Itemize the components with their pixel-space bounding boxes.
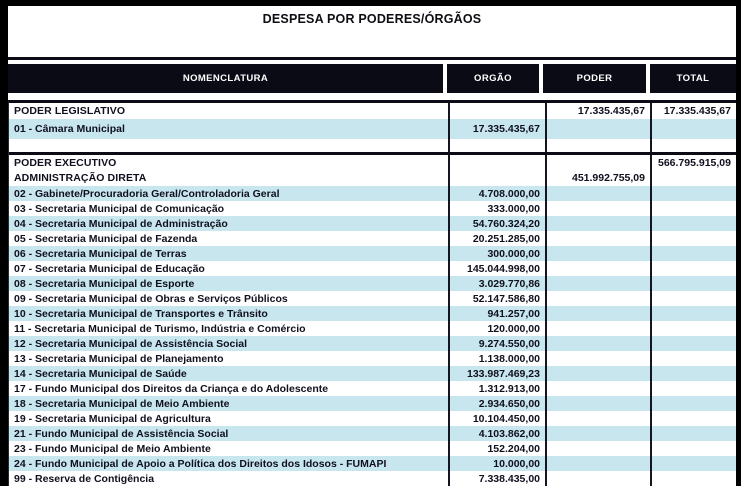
table-row	[9, 246, 736, 261]
cell-total	[652, 186, 736, 201]
cell-nomenclatura: 07 - Secretaria Municipal de Educação	[9, 261, 448, 276]
cell-total	[652, 306, 736, 321]
table-row	[9, 276, 736, 291]
table-row	[9, 351, 736, 366]
section-row	[9, 103, 736, 119]
cell-poder	[547, 366, 650, 381]
cell-poder	[547, 186, 650, 201]
cell-total	[652, 366, 736, 381]
cell-nomenclatura: 06 - Secretaria Municipal de Terras	[9, 246, 448, 261]
cell-poder	[547, 155, 650, 170]
cell-orgao: 17.335.435,67	[450, 119, 545, 139]
cell-nomenclatura: 10 - Secretaria Municipal de Transportes e Trânsito	[9, 306, 448, 321]
table-row	[9, 396, 736, 411]
cell-poder	[547, 216, 650, 231]
cell-nomenclatura: 11 - Secretaria Municipal de Turismo, Indústria e Comércio	[9, 321, 448, 336]
section-row	[9, 155, 736, 170]
table-row	[9, 261, 736, 276]
cell-orgao: 3.029.770,86	[450, 276, 545, 291]
cell-nomenclatura	[9, 139, 448, 152]
cell-poder	[547, 139, 650, 152]
cell-poder	[547, 441, 650, 456]
cell-poder	[547, 336, 650, 351]
cell-total	[652, 246, 736, 261]
cell-total: 566.795.915,09	[652, 155, 736, 170]
cell-total	[652, 426, 736, 441]
cell-orgao: 4.708.000,00	[450, 186, 545, 201]
cell-total	[652, 396, 736, 411]
cell-orgao: 1.312.913,00	[450, 381, 545, 396]
cell-poder	[547, 231, 650, 246]
cell-total	[652, 139, 736, 152]
cell-poder	[547, 456, 650, 471]
cell-nomenclatura: 04 - Secretaria Municipal de Administração	[9, 216, 448, 231]
cell-nomenclatura: 21 - Fundo Municipal de Assistência Social	[9, 426, 448, 441]
cell-poder	[547, 291, 650, 306]
cell-poder	[547, 471, 650, 486]
cell-orgao: 54.760.324,20	[450, 216, 545, 231]
cell-nomenclatura: 99 - Reserva de Contigência	[9, 471, 448, 486]
cell-orgao	[450, 139, 545, 152]
table-row	[9, 186, 736, 201]
cell-orgao: 133.987.469,23	[450, 366, 545, 381]
column-header-orgao: ORGÃO	[447, 64, 539, 93]
cell-total	[652, 351, 736, 366]
cell-nomenclatura: 13 - Secretaria Municipal de Planejamento	[9, 351, 448, 366]
cell-nomenclatura: 18 - Secretaria Municipal de Meio Ambiente	[9, 396, 448, 411]
table-row	[9, 426, 736, 441]
cell-total	[652, 471, 736, 486]
cell-nomenclatura: 24 - Fundo Municipal de Apoio a Política dos Direitos dos Idosos - FUMAPI	[9, 456, 448, 471]
table-row	[9, 381, 736, 396]
cell-orgao: 941.257,00	[450, 306, 545, 321]
cell-poder	[547, 119, 650, 139]
table-sheet	[8, 6, 736, 486]
cell-orgao: 120.000,00	[450, 321, 545, 336]
table-row	[9, 306, 736, 321]
table-row	[9, 366, 736, 381]
cell-orgao: 2.934.650,00	[450, 396, 545, 411]
cell-nomenclatura: 02 - Gabinete/Procuradoria Geral/Controladoria Geral	[9, 186, 448, 201]
cell-total	[652, 216, 736, 231]
page-title: DESPESA POR PODERES/ÓRGÃOS	[262, 12, 482, 26]
cell-poder	[547, 306, 650, 321]
table-row	[9, 441, 736, 456]
cell-nomenclatura: 23 - Fundo Municipal de Meio Ambiente	[9, 441, 448, 456]
cell-orgao: 152.204,00	[450, 441, 545, 456]
spacer-row	[9, 139, 736, 152]
cell-poder	[547, 201, 650, 216]
cell-total	[652, 291, 736, 306]
cell-total	[652, 336, 736, 351]
cell-total	[652, 456, 736, 471]
table-row	[9, 231, 736, 246]
cell-nomenclatura: ADMINISTRAÇÃO DIRETA	[9, 170, 448, 186]
cell-total	[652, 276, 736, 291]
table-header-row	[8, 64, 736, 93]
table-row	[9, 321, 736, 336]
table-row	[9, 411, 736, 426]
cell-nomenclatura: 12 - Secretaria Municipal de Assistência Social	[9, 336, 448, 351]
cell-orgao: 145.044.998,00	[450, 261, 545, 276]
cell-total	[652, 119, 736, 139]
cell-poder	[547, 396, 650, 411]
cell-orgao: 300.000,00	[450, 246, 545, 261]
cell-total	[652, 170, 736, 186]
section-row	[9, 170, 736, 186]
cell-nomenclatura: 17 - Fundo Municipal dos Direitos da Criança e do Adolescente	[9, 381, 448, 396]
cell-orgao	[450, 155, 545, 170]
cell-nomenclatura: 03 - Secretaria Municipal de Comunicação	[9, 201, 448, 216]
cell-orgao: 1.138.000,00	[450, 351, 545, 366]
cell-orgao: 4.103.862,00	[450, 426, 545, 441]
cell-total	[652, 231, 736, 246]
cell-nomenclatura: PODER EXECUTIVO	[9, 155, 448, 170]
header-top-rule	[8, 57, 736, 60]
cell-nomenclatura: PODER LEGISLATIVO	[9, 103, 448, 119]
cell-orgao: 10.000,00	[450, 456, 545, 471]
cell-orgao: 20.251.285,00	[450, 231, 545, 246]
cell-orgao: 52.147.586,80	[450, 291, 545, 306]
cell-poder	[547, 411, 650, 426]
cell-total	[652, 321, 736, 336]
cell-orgao: 10.104.450,00	[450, 411, 545, 426]
cell-poder	[547, 351, 650, 366]
cell-poder: 17.335.435,67	[547, 103, 650, 119]
table-row	[9, 471, 736, 486]
cell-orgao: 333.000,00	[450, 201, 545, 216]
table-body	[8, 100, 736, 486]
cell-orgao: 9.274.550,00	[450, 336, 545, 351]
cell-orgao: 7.338.435,00	[450, 471, 545, 486]
cell-poder	[547, 261, 650, 276]
table-row	[9, 291, 736, 306]
column-header-nomenclatura: NOMENCLATURA	[8, 64, 443, 93]
cell-poder	[547, 426, 650, 441]
table-row	[9, 336, 736, 351]
cell-poder	[547, 276, 650, 291]
cell-poder	[547, 246, 650, 261]
table-row	[9, 216, 736, 231]
cell-orgao	[450, 103, 545, 119]
cell-nomenclatura: 01 - Câmara Municipal	[9, 119, 448, 139]
cell-orgao	[450, 170, 545, 186]
cell-poder: 451.992.755,09	[547, 170, 650, 186]
table-row	[9, 201, 736, 216]
table-row	[9, 119, 736, 139]
cell-total: 17.335.435,67	[652, 103, 736, 119]
table-row	[9, 456, 736, 471]
cell-poder	[547, 321, 650, 336]
cell-total	[652, 201, 736, 216]
column-header-total: TOTAL	[650, 64, 736, 93]
cell-total	[652, 381, 736, 396]
cell-nomenclatura: 19 - Secretaria Municipal de Agricultura	[9, 411, 448, 426]
column-header-poder: PODER	[543, 64, 646, 93]
cell-nomenclatura: 09 - Secretaria Municipal de Obras e Serviços Públicos	[9, 291, 448, 306]
cell-nomenclatura: 05 - Secretaria Municipal de Fazenda	[9, 231, 448, 246]
cell-poder	[547, 381, 650, 396]
cell-nomenclatura: 08 - Secretaria Municipal de Esporte	[9, 276, 448, 291]
cell-total	[652, 411, 736, 426]
cell-nomenclatura: 14 - Secretaria Municipal de Saúde	[9, 366, 448, 381]
cell-total	[652, 261, 736, 276]
cell-total	[652, 441, 736, 456]
